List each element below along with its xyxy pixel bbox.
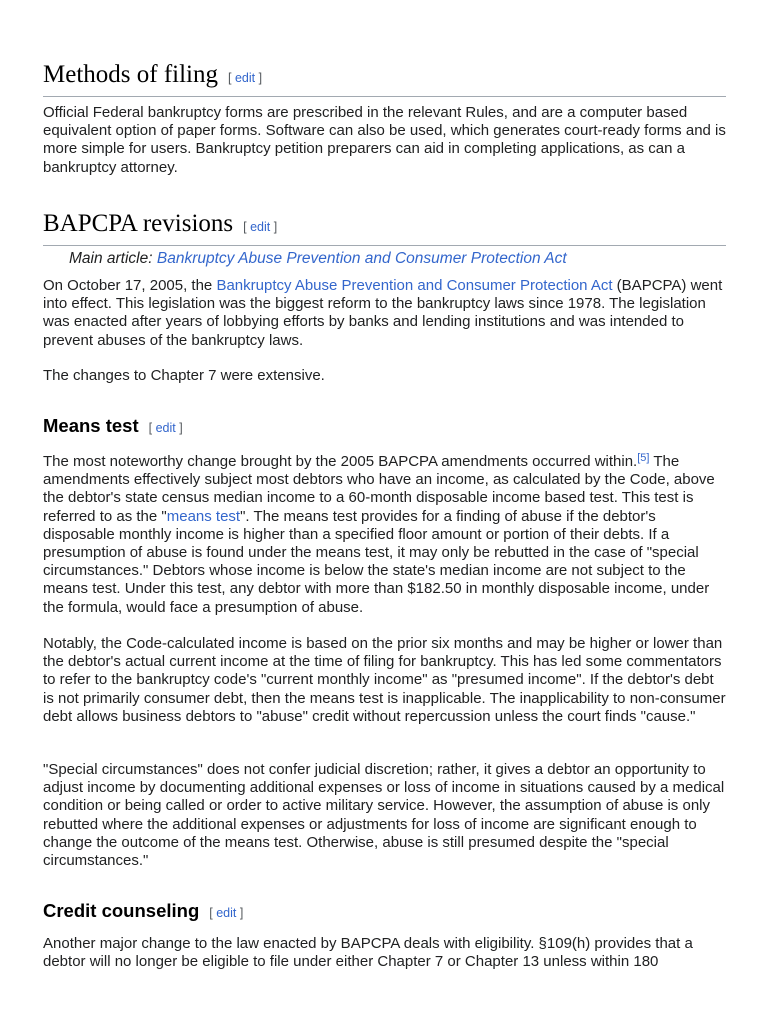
edit-link[interactable]: edit xyxy=(155,421,176,435)
heading-text: BAPCPA revisions xyxy=(43,210,234,237)
text: ". The means test provides for a finding of abuse if the debtor's disposable monthly income is higher than a specified floor amount or portion of their debts. If a presumption of abuse is found under the means test, it may only be rebutted in the case of "special circumstances." Debtors whose income is below the state's median income are not subject to the means test. Under this test, any debtor with more than $182.50 in monthly disposable income, under the formula, would face a presumption of abuse. xyxy=(43,507,710,616)
text: The most noteworthy change brought by the 2005 BAPCPA amendments occurred within. xyxy=(43,453,638,470)
edit-link[interactable]: edit xyxy=(234,71,256,85)
text: The amendments effectively subject most debtors who have an income, as calculated by the Code, above the debtor's state census median income to a 60-month disposable income based test. This test is referred to as the " xyxy=(43,453,715,525)
text: On October 17, 2005, the xyxy=(43,277,217,294)
edit-section-means: [ edit ] xyxy=(148,421,183,435)
edit-link[interactable]: edit xyxy=(216,906,237,920)
heading-text: Credit counseling xyxy=(43,900,200,921)
edit-link[interactable]: edit xyxy=(250,220,271,234)
paragraph-credit-1: Another major change to the law enacted by BAPCPA deals with eligibility. §109(h) provides that a debtor will no longer be eligible to file under either Chapter 7 or Chapter 13 unless within 180 xyxy=(43,935,693,971)
text: (BAPCPA) went into effect. This legislation was the biggest reform to the bankruptcy laws since 1978. The legislation was enacted after years of lobbying efforts by banks and lending institutions and was intended to prevent abuses of the bankruptcy laws. xyxy=(43,277,723,349)
hatnote-main-article xyxy=(69,250,567,268)
hatnote-prefix: Main article: xyxy=(69,250,157,267)
edit-section-methods: [ edit ] xyxy=(228,71,263,85)
heading-text: Methods of filing xyxy=(43,61,218,88)
section-heading-methods xyxy=(43,62,726,97)
edit-section-credit: [ edit ] xyxy=(209,906,244,920)
section-heading-bapcpa xyxy=(43,211,726,246)
paragraph-means-1 xyxy=(43,453,726,617)
paragraph-means-3: "Special circumstances" does not confer judicial discretion; rather, it gives a debtor an opportunity to adjust income by documenting additional expenses or loss of income in situations caused by a medical condition or being called or order to active military service. However, the assumption of abuse is only rebutted where the additional expenses or adjustments for loss of income are significant enough to change the outcome of the means test. Otherwise, abuse is still presumed despite the "special circumstances." xyxy=(43,761,725,870)
heading-bapcpa-revisions xyxy=(43,211,726,236)
section-heading-credit xyxy=(43,902,243,921)
section-heading-means xyxy=(43,417,183,436)
paragraph-methods: Official Federal bankruptcy forms are prescribed in the relevant Rules, and are a computer based equivalent option of paper forms. Software can also be used, which generates court-ready forms and is more simple for users. Bankruptcy petition preparers can aid in completing applications, as can a bankruptcy attorney. xyxy=(43,104,726,176)
main-article-link[interactable]: Bankruptcy Abuse Prevention and Consumer Protection Act xyxy=(156,250,567,267)
edit-section-bapcpa: [ edit ] xyxy=(243,220,278,234)
heading-credit-counseling xyxy=(43,902,243,921)
heading-text: Means test xyxy=(43,415,139,436)
reference-link-5[interactable]: [5] xyxy=(637,452,650,464)
paragraph-means-2: Notably, the Code-calculated income is based on the prior six months and may be higher or lower than the debtor's actual current income at the time of filing for bankruptcy. This has led some commentators to refer to the bankruptcy code's "current monthly income" as "presumed income". If the debtor's debt is not primarily consumer debt, then the means test is inapplicable. The inapplicability to non-consumer debt allows business debtors to "abuse" credit without repercussion unless the court finds "cause." xyxy=(43,635,726,725)
heading-means-test xyxy=(43,417,183,436)
means-test-link[interactable]: means test xyxy=(166,507,241,525)
bapcpa-link[interactable]: Bankruptcy Abuse Prevention and Consumer Protection Act xyxy=(216,277,613,294)
heading-methods-of-filing xyxy=(43,62,726,87)
paragraph-bapcpa-1 xyxy=(43,277,726,350)
paragraph-bapcpa-2: The changes to Chapter 7 were extensive. xyxy=(43,367,325,384)
